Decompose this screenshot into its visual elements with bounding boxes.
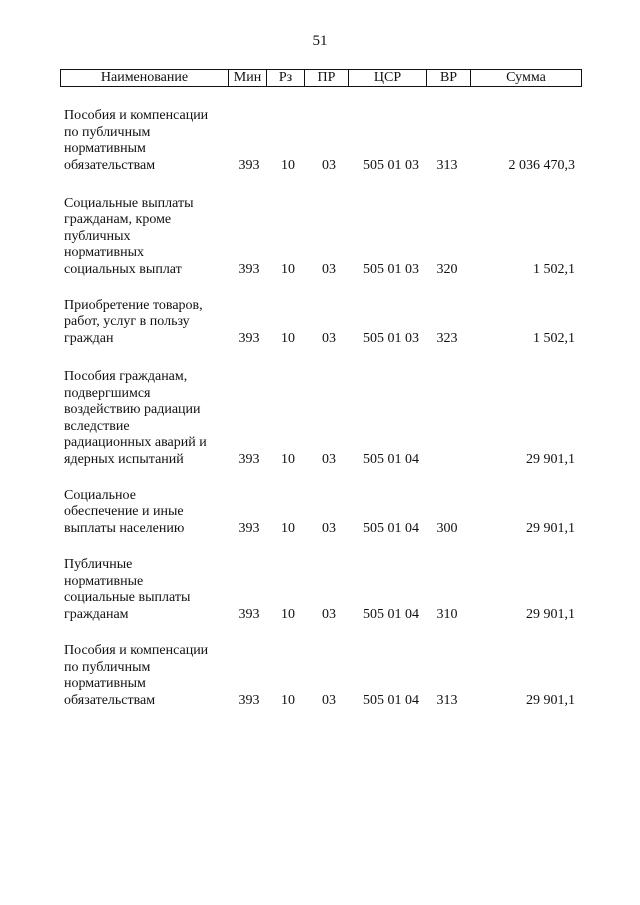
row-pr: 03 [322, 451, 336, 467]
row-sum: 1 502,1 [533, 330, 575, 346]
row-pr: 03 [322, 261, 336, 277]
row-name: Пособия и компенсации по публичным нормативным обязательствам [64, 108, 209, 173]
table-row [0, 486, 640, 537]
row-min: 393 [238, 451, 260, 467]
header-rz: Рз [267, 70, 305, 86]
row-rz: 10 [281, 330, 295, 346]
row-csr: 505 01 03 [363, 157, 419, 173]
header-vr: ВР [427, 70, 471, 86]
table-row [0, 192, 640, 278]
row-pr: 03 [322, 157, 336, 173]
row-sum: 1 502,1 [533, 261, 575, 277]
row-name: Приобретение товаров, работ, услуг в пользу граждан [64, 297, 203, 346]
row-pr: 03 [322, 692, 336, 708]
page-number: 51 [312, 33, 328, 49]
row-sum: 29 901,1 [526, 606, 575, 622]
row-name: Публичные нормативные социальные выплаты гражданам [64, 557, 191, 622]
row-vr: 300 [436, 520, 458, 536]
row-sum: 29 901,1 [526, 692, 575, 708]
row-sum: 2 036 470,3 [508, 157, 575, 173]
header-sum: Сумма [506, 70, 546, 85]
row-min: 393 [238, 330, 260, 346]
row-vr: 320 [436, 261, 458, 277]
table-row [0, 295, 640, 347]
table-row [0, 641, 640, 709]
row-min: 393 [238, 261, 260, 277]
row-rz: 10 [281, 261, 295, 277]
row-name: Социальные выплаты гражданам, кроме публичных нормативных социальных выплат [64, 195, 194, 277]
row-rz: 10 [281, 692, 295, 708]
table-header [60, 69, 582, 87]
row-name: Пособия и компенсации по публичным нормативным обязательствам [64, 643, 209, 708]
row-vr: 313 [436, 157, 458, 173]
row-pr: 03 [322, 520, 336, 536]
header-min: Мин [229, 70, 267, 86]
header-csr: ЦСР [349, 70, 427, 86]
row-csr: 505 01 04 [363, 451, 419, 467]
row-rz: 10 [281, 520, 295, 536]
header-pr: ПР [305, 70, 349, 86]
row-vr: 310 [436, 606, 458, 622]
row-min: 393 [238, 157, 260, 173]
row-csr: 505 01 04 [363, 606, 419, 622]
row-name: Пособия гражданам, подвергшимся воздействию радиации вследствие радиационных аварий и ядерных испытаний [64, 369, 207, 467]
row-pr: 03 [322, 330, 336, 346]
row-csr: 505 01 04 [363, 692, 419, 708]
row-rz: 10 [281, 606, 295, 622]
table-row [0, 555, 640, 623]
row-pr: 03 [322, 606, 336, 622]
row-rz: 10 [281, 157, 295, 173]
row-sum: 29 901,1 [526, 451, 575, 467]
row-csr: 505 01 03 [363, 330, 419, 346]
table-row [0, 106, 640, 174]
row-sum: 29 901,1 [526, 520, 575, 536]
row-csr: 505 01 03 [363, 261, 419, 277]
row-name: Социальное обеспечение и иные выплаты населению [64, 487, 185, 536]
header-name: Наименование [61, 70, 229, 86]
row-vr: 323 [436, 330, 458, 346]
row-min: 393 [238, 520, 260, 536]
row-csr: 505 01 04 [363, 520, 419, 536]
row-rz: 10 [281, 451, 295, 467]
row-min: 393 [238, 606, 260, 622]
row-min: 393 [238, 692, 260, 708]
row-vr: 313 [436, 692, 458, 708]
table-row [0, 366, 640, 468]
